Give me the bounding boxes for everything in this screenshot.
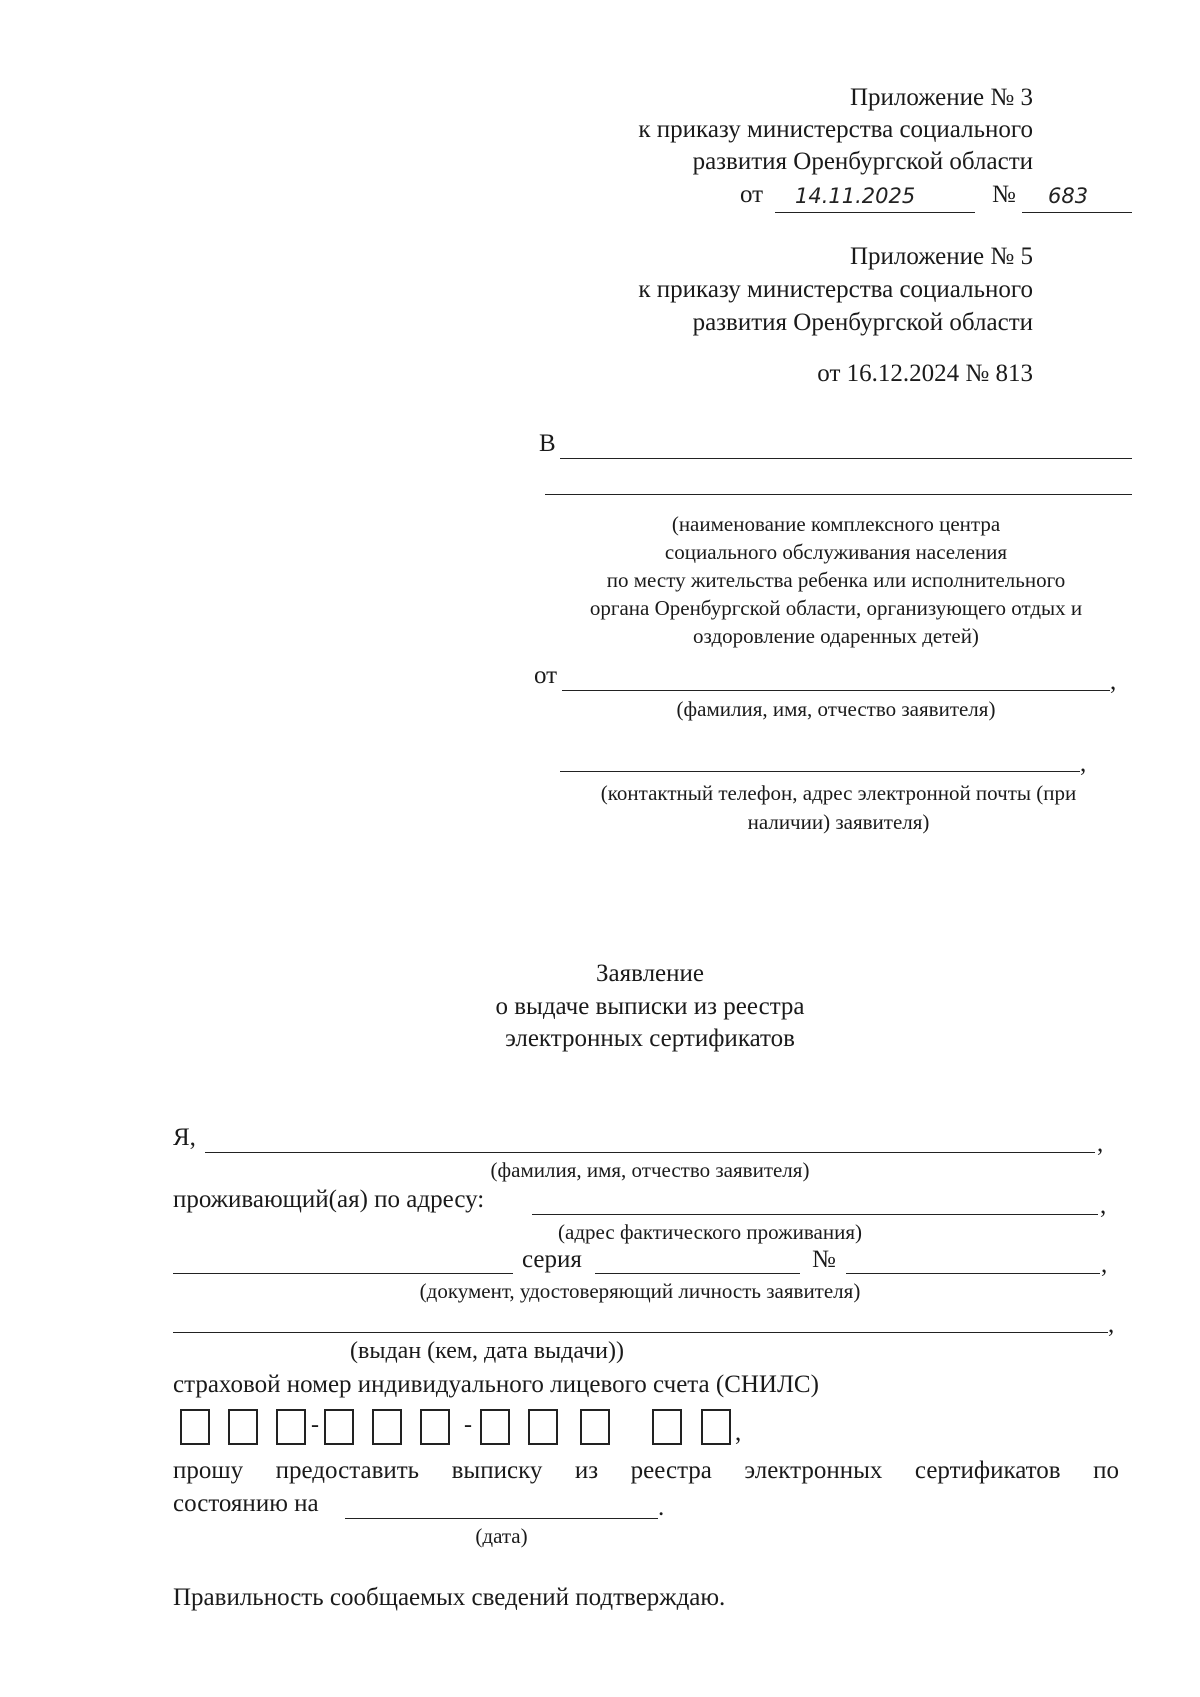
appendix-5-title: Приложение № 5 xyxy=(849,243,1033,270)
issued-caption: (выдан (кем, дата выдачи)) xyxy=(350,1338,624,1364)
snils-digit-box[interactable] xyxy=(276,1409,306,1445)
issued-line xyxy=(173,1332,1108,1333)
appendix-5-line-1: к приказу министерства социального xyxy=(638,276,1033,303)
appendix-3-handwritten-date: 14.11.2025 xyxy=(795,184,916,208)
snils-digit-box[interactable] xyxy=(420,1409,450,1445)
applicant-caption: (фамилия, имя, отчество заявителя) xyxy=(676,697,996,721)
address-comma: , xyxy=(1100,1192,1107,1219)
contact-line xyxy=(560,771,1080,772)
document-comma: , xyxy=(1101,1251,1108,1278)
request-period: . xyxy=(658,1494,665,1521)
snils-separator: - xyxy=(464,1412,472,1438)
contact-comma: , xyxy=(1080,750,1087,777)
applicant-name-comma: , xyxy=(1110,668,1117,695)
org-name-line-1 xyxy=(560,458,1132,459)
request-line-2: состоянию на xyxy=(173,1490,319,1517)
contact-caption-2: наличии) заявителя) xyxy=(747,810,930,834)
to-prefix: В xyxy=(539,430,556,457)
contact-caption-1: (контактный телефон, адрес электронной почты (при xyxy=(600,781,1077,805)
org-caption-5: оздоровление одаренных детей) xyxy=(693,624,979,648)
document-caption: (документ, удостоверяющий личность заявителя) xyxy=(419,1279,861,1303)
series-label: серия xyxy=(522,1246,582,1273)
name-comma: , xyxy=(1097,1130,1104,1157)
snils-digit-box[interactable] xyxy=(580,1409,610,1445)
from-prefix: от xyxy=(534,662,558,689)
org-caption-4: органа Оренбургской области, организующего отдых и xyxy=(589,596,1083,620)
heading-line-3: электронных сертификатов xyxy=(505,1025,795,1052)
applicant-full-name-line xyxy=(205,1152,1095,1153)
snils-separator: - xyxy=(311,1412,319,1438)
snils-digit-box[interactable] xyxy=(324,1409,354,1445)
snils-digit-box[interactable] xyxy=(701,1409,731,1445)
request-date-line xyxy=(345,1518,658,1519)
org-caption-3: по месту жительства ребенка или исполнительного xyxy=(606,568,1066,592)
org-caption-1: (наименование комплексного центра xyxy=(671,512,1001,536)
date-caption: (дата) xyxy=(475,1524,528,1548)
appendix-3-number-prefix: № xyxy=(992,181,1016,208)
series-line xyxy=(595,1273,800,1274)
address-prefix: проживающий(ая) по адресу: xyxy=(173,1186,485,1213)
snils-digit-box[interactable] xyxy=(228,1409,258,1445)
address-line xyxy=(532,1214,1098,1215)
heading-line-1: Заявление xyxy=(595,960,705,987)
request-line-1: прошу предоставить выписку из реестра электронных сертификатов по xyxy=(173,1457,1119,1484)
snils-comma: , xyxy=(735,1419,742,1446)
number-label: № xyxy=(812,1246,836,1273)
appendix-3-line-2: развития Оренбургской области xyxy=(692,148,1033,175)
snils-digit-box[interactable] xyxy=(372,1409,402,1445)
appendix-5-line-2: развития Оренбургской области xyxy=(692,309,1033,336)
name-caption: (фамилия, имя, отчество заявителя) xyxy=(490,1158,810,1182)
appendix-3-line-1: к приказу министерства социального xyxy=(638,116,1033,143)
confirmation-text: Правильность сообщаемых сведений подтверждаю. xyxy=(173,1584,726,1611)
address-caption: (адрес фактического проживания) xyxy=(558,1220,862,1244)
issued-comma: , xyxy=(1108,1311,1115,1338)
appendix-3-date-line xyxy=(775,212,975,213)
appendix-3-handwritten-number: 683 xyxy=(1048,184,1089,208)
appendix-3-title: Приложение № 3 xyxy=(849,84,1033,111)
appendix-5-date-line: от 16.12.2024 № 813 xyxy=(817,360,1033,387)
document-type-line xyxy=(173,1273,513,1274)
org-caption-2: социального обслуживания населения xyxy=(664,540,1008,564)
snils-digit-box[interactable] xyxy=(180,1409,210,1445)
heading-line-2: о выдаче выписки из реестра xyxy=(495,993,805,1020)
appendix-3-date-prefix: от xyxy=(740,181,764,208)
snils-label: страховой номер индивидуального лицевого счета (СНИЛС) xyxy=(173,1371,819,1398)
applicant-name-line xyxy=(562,690,1110,691)
appendix-3-number-line xyxy=(1022,212,1132,213)
snils-digit-box[interactable] xyxy=(652,1409,682,1445)
document-number-line xyxy=(846,1273,1100,1274)
i-prefix: Я, xyxy=(173,1124,196,1151)
snils-digit-box[interactable] xyxy=(480,1409,510,1445)
org-name-line-2 xyxy=(545,494,1132,495)
snils-digit-box[interactable] xyxy=(528,1409,558,1445)
